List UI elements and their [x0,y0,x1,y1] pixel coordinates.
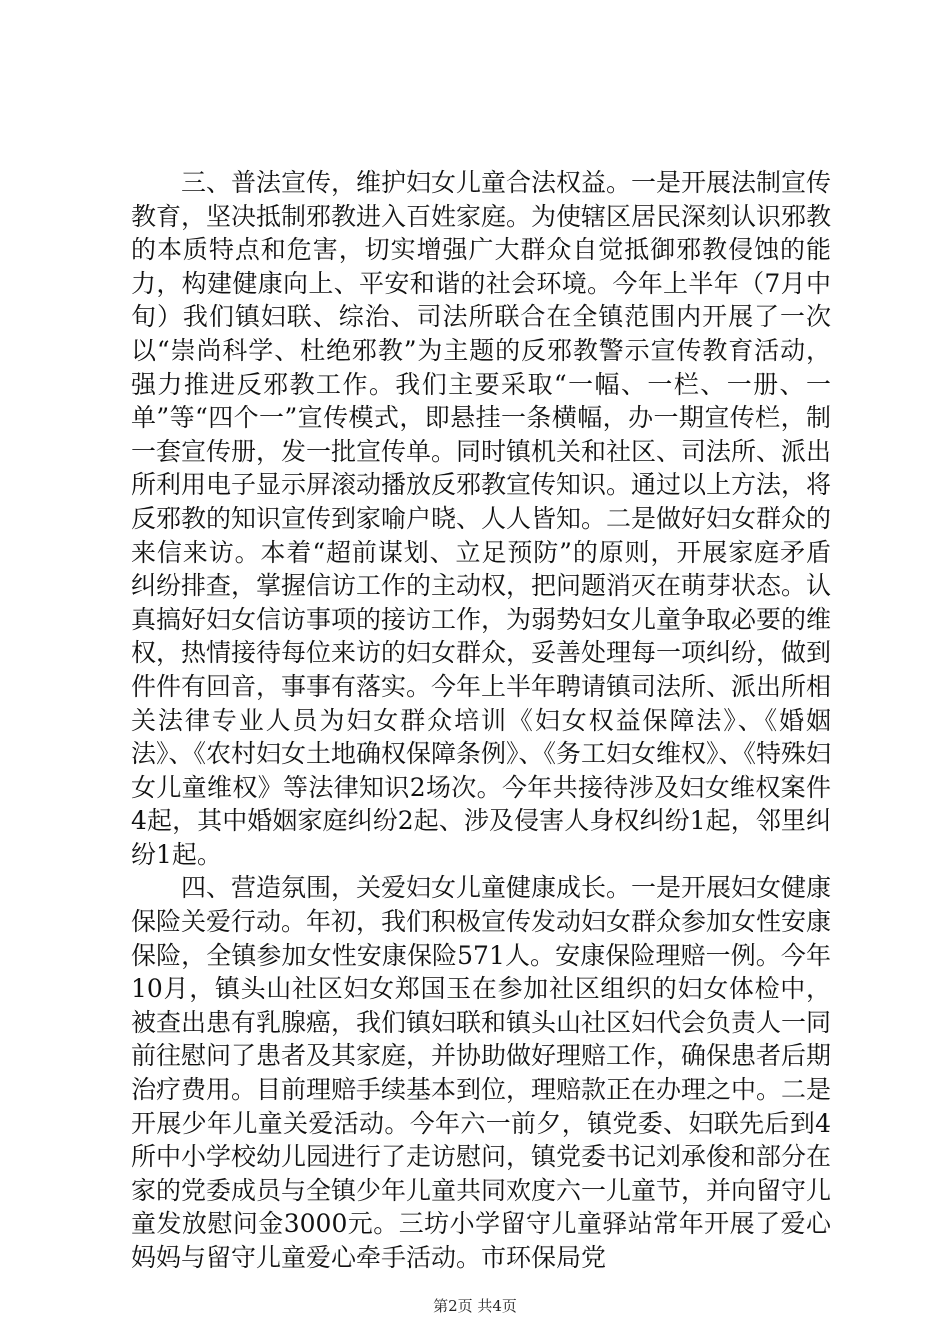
document-body [131,166,831,1275]
paragraph-section-four: 四、营造氛围，关爱妇女儿童健康成长。一是开展妇女健康保险关爱行动。年初，我们积极宣传发动妇女群众参加女性安康保险，全镇参加女性安康保险571人。安康保险理赔一例。今年10月，镇头山社区妇女郑国玉在参加社区组织的妇女体检中，被查出患有乳腺癌，我们镇妇联和镇头山社区妇代会负责人一同前往慰问了患者及其家庭，并协助做好理赔工作，确保患者后期治疗费用。目前理赔手续基本到位，理赔款正在办理之中。二是开展少年儿童关爱活动。今年六一前夕，镇党委、妇联先后到4所中小学校幼儿园进行了走访慰问，镇党委书记刘承俊和部分在家的党委成员与全镇少年儿童共同欢度六一儿童节，并向留守儿童发放慰问金3000元。三坊小学留守儿童驿站常年开展了爱心妈妈与留守儿童爱心牵手活动。市环保局党 [131,873,832,1272]
paragraph-section-three: 三、普法宣传，维护妇女儿童合法权益。一是开展法制宣传教育，坚决抵制邪教进入百姓家庭。为使辖区居民深刻认识邪教的本质特点和危害，切实增强广大群众自觉抵御邪教侵蚀的能力，构建健康向上、平安和谐的社会环境。今年上半年（7月中旬）我们镇妇联、综治、司法所联合在全镇范围内开展了一次以“崇尚科学、杜绝邪教”为主题的反邪教警示宣传教育活动，强力推进反邪教工作。我们主要采取“一幅、一栏、一册、一单”等“四个一”宣传模式，即悬挂一条横幅，办一期宣传栏，制一套宣传册，发一批宣传单。同时镇机关和社区、司法所、派出所利用电子显示屏滚动播放反邪教宣传知识。通过以上方法，将反邪教的知识宣传到家喻户晓、人人皆知。二是做好妇女群众的来信来访。本着“超前谋划、立足预防”的原则，开展家庭矛盾纠纷排查，掌握信访工作的主动权，把问题消灭在萌芽状态。认真搞好妇女信访事项的接访工作，为弱势妇女儿童争取必要的维权，热情接待每位来访的妇女群众，妥善处理每一项纠纷，做到件件有回音，事事有落实。今年上半年聘请镇司法所、派出所相关法律专业人员为妇女群众培训《妇女权益保障法》、《婚姻法》、《农村妇女土地确权保障条例》、《务工妇女维权》、《特殊妇女儿童维权》等法律知识2场次。今年共接待涉及妇女维权案件4起，其中婚姻家庭纠纷2起、涉及侵害人身权纠纷1起，邻里纠纷1起。 [131,168,832,869]
page-footer: 第2页 共4页 [433,1297,517,1315]
